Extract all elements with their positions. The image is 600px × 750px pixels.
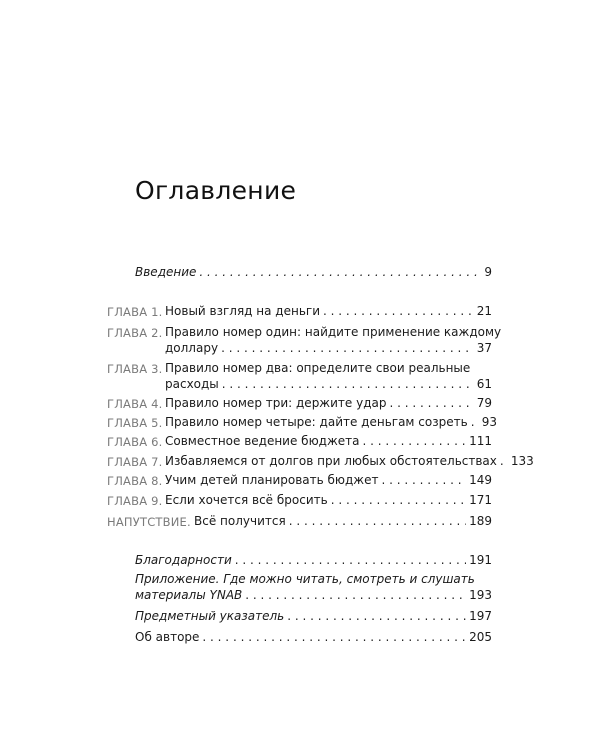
toc-entry-page: 93: [481, 415, 497, 429]
chapter-label: ГЛАВА 1.: [107, 305, 163, 319]
toc-entry-title: Избавляемся от долгов при любых обстоятельствах: [165, 454, 497, 468]
toc-entry-page: 197: [469, 609, 492, 623]
chapter-label: ГЛАВА 5.: [107, 416, 163, 430]
dot-leader: [235, 553, 466, 567]
toc-entry-title: Правило номер четыре: дайте деньгам созреть: [165, 415, 468, 429]
dot-leader: [289, 514, 466, 528]
toc-entry-title: материалы YNAB: [135, 588, 243, 602]
toc-entry-afterword[interactable]: [194, 514, 492, 528]
toc-entry-chapter-3[interactable]: [165, 377, 492, 391]
toc-entry-page: 171: [469, 493, 492, 507]
toc-entry-title: Учим детей планировать бюджет: [165, 473, 379, 487]
toc-entry-page: 205: [469, 630, 492, 644]
toc-entry-intro[interactable]: [135, 265, 492, 279]
dot-leader: [199, 265, 481, 279]
chapter-label: ГЛАВА 6.: [107, 435, 163, 449]
toc-entry-title-line1: Приложение. Где можно читать, смотреть и слушать: [135, 572, 475, 586]
dot-leader: [221, 341, 474, 355]
toc-entry-title: Благодарности: [135, 553, 232, 567]
toc-entry-title: Правило номер три: держите удар: [165, 396, 387, 410]
toc-entry-chapter-1[interactable]: [165, 304, 492, 318]
toc-entry-title: Новый взгляд на деньги: [165, 304, 320, 318]
chapter-label: ГЛАВА 7.: [107, 455, 163, 469]
toc-entry-title: Всё получится: [194, 514, 286, 528]
dot-leader: [245, 588, 466, 602]
toc-entry-title-line1: Правило номер два: определите свои реальные: [165, 361, 471, 375]
toc-entry-title: Введение: [135, 265, 197, 279]
toc-entry-title: Если хочется всё бросить: [165, 493, 328, 507]
toc-entry-chapter-2[interactable]: [165, 341, 492, 355]
dot-leader: [323, 304, 474, 318]
page-title: Оглавление: [135, 176, 297, 205]
toc-entry-page: 111: [469, 434, 492, 448]
toc-entry-index[interactable]: [135, 609, 492, 623]
toc-entry-title: расходы: [165, 377, 219, 391]
toc-entry-title-line1: Правило номер один: найдите применение каждому: [165, 325, 502, 339]
toc-entry-appendix[interactable]: [135, 588, 492, 602]
toc-entry-page: 9: [484, 265, 492, 279]
toc-entry-page: 61: [476, 377, 492, 391]
toc-entry-acknowledgements[interactable]: [135, 553, 492, 567]
toc-entry-page: 133: [510, 454, 534, 468]
dot-leader: [222, 377, 474, 391]
afterword-label: НАПУТСТВИЕ.: [107, 515, 191, 529]
dot-leader: [471, 415, 479, 429]
dot-leader: [287, 609, 466, 623]
toc-entry-chapter-7[interactable]: [165, 454, 534, 468]
chapter-label: ГЛАВА 3.: [107, 362, 163, 376]
chapter-label: ГЛАВА 2.: [107, 326, 163, 340]
dot-leader: [363, 434, 467, 448]
toc-entry-page: 189: [469, 514, 492, 528]
dot-leader: [389, 396, 473, 410]
toc-entry-page: 37: [476, 341, 492, 355]
dot-leader: [331, 493, 466, 507]
toc-entry-title: доллару: [165, 341, 219, 355]
toc-entry-page: 191: [469, 553, 492, 567]
toc-entry-page: 21: [476, 304, 492, 318]
toc-entry-chapter-9[interactable]: [165, 493, 492, 507]
toc-entry-about-author[interactable]: [135, 630, 492, 644]
toc-entry-page: 79: [476, 396, 492, 410]
toc-entry-title: Предметный указатель: [135, 609, 285, 623]
chapter-label: ГЛАВА 9.: [107, 494, 163, 508]
toc-entry-title: Совместное ведение бюджета: [165, 434, 360, 448]
chapter-label: ГЛАВА 8.: [107, 474, 163, 488]
toc-entry-chapter-8[interactable]: [165, 473, 492, 487]
toc-entry-chapter-4[interactable]: [165, 396, 492, 410]
toc-entry-chapter-5[interactable]: [165, 415, 497, 429]
toc-entry-chapter-6[interactable]: [165, 434, 492, 448]
dot-leader: [382, 473, 467, 487]
toc-entry-title: Об авторе: [135, 630, 200, 644]
toc-entry-page: 149: [469, 473, 492, 487]
dot-leader: [500, 454, 508, 468]
chapter-label: ГЛАВА 4.: [107, 397, 163, 411]
toc-entry-page: 193: [469, 588, 492, 602]
dot-leader: [202, 630, 466, 644]
